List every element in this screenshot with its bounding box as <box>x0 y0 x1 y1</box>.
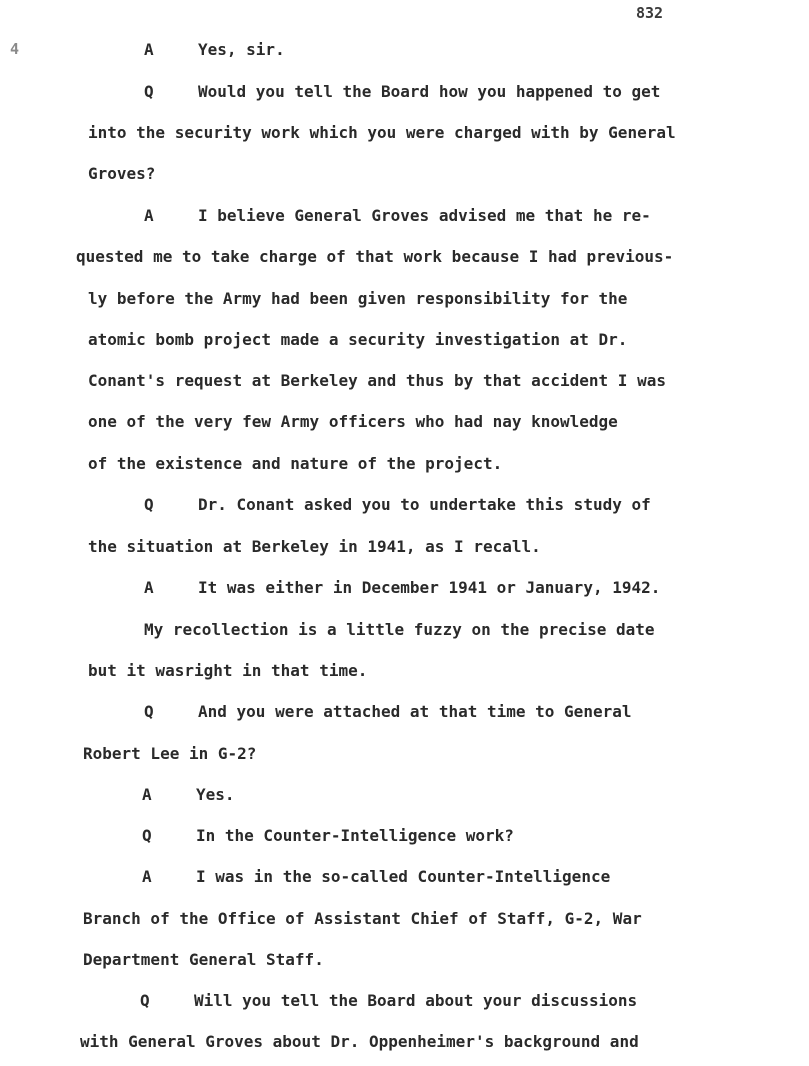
margin-line-number: 4 <box>10 40 20 58</box>
transcript-line: atomic bomb project made a security investigation at Dr. <box>88 330 628 349</box>
transcript-line: Robert Lee in G-2? <box>83 744 257 763</box>
transcript-line: It was either in December 1941 or January, 1942. <box>198 578 661 597</box>
speaker-label: A <box>142 867 152 886</box>
speaker-label: Q <box>144 702 154 721</box>
transcript-line: but it wasright in that time. <box>88 661 368 680</box>
transcript-line: Department General Staff. <box>83 950 324 969</box>
transcript-line: ly before the Army had been given responsibility for the <box>88 289 628 308</box>
transcript-line: Would you tell the Board how you happened to get <box>198 82 661 101</box>
transcript-line: with General Groves about Dr. Oppenheimer's background and <box>80 1032 639 1051</box>
speaker-label: Q <box>144 82 154 101</box>
speaker-label: A <box>142 785 152 804</box>
transcript-line: into the security work which you were charged with by General <box>88 123 676 142</box>
page-number: 832 <box>636 4 664 22</box>
transcript-line: Yes. <box>196 785 235 804</box>
speaker-label: A <box>144 40 154 59</box>
speaker-label: A <box>144 206 154 225</box>
transcript-line: of the existence and nature of the project. <box>88 454 503 473</box>
transcript-line: quested me to take charge of that work because I had previous- <box>76 247 674 266</box>
transcript-line: Yes, sir. <box>198 40 285 59</box>
speaker-label: Q <box>140 991 150 1010</box>
transcript-line: Branch of the Office of Assistant Chief of Staff, G-2, War <box>83 909 642 928</box>
transcript-line: Groves? <box>88 164 156 183</box>
transcript-line: My recollection is a little fuzzy on the precise date <box>144 620 655 639</box>
speaker-label: Q <box>144 495 154 514</box>
transcript-line: Dr. Conant asked you to undertake this study of <box>198 495 651 514</box>
transcript-line: Conant's request at Berkeley and thus by that accident I was <box>88 371 666 390</box>
transcript-line: I believe General Groves advised me that he re- <box>198 206 651 225</box>
transcript-line: one of the very few Army officers who had nay knowledge <box>88 412 618 431</box>
speaker-label: Q <box>142 826 152 845</box>
transcript-line: In the Counter-Intelligence work? <box>196 826 514 845</box>
transcript-line: the situation at Berkeley in 1941, as I recall. <box>88 537 541 556</box>
speaker-label: A <box>144 578 154 597</box>
transcript-line: I was in the so-called Counter-Intelligence <box>196 867 611 886</box>
transcript-line: And you were attached at that time to General <box>198 702 632 721</box>
transcript-line: Will you tell the Board about your discussions <box>194 991 638 1010</box>
